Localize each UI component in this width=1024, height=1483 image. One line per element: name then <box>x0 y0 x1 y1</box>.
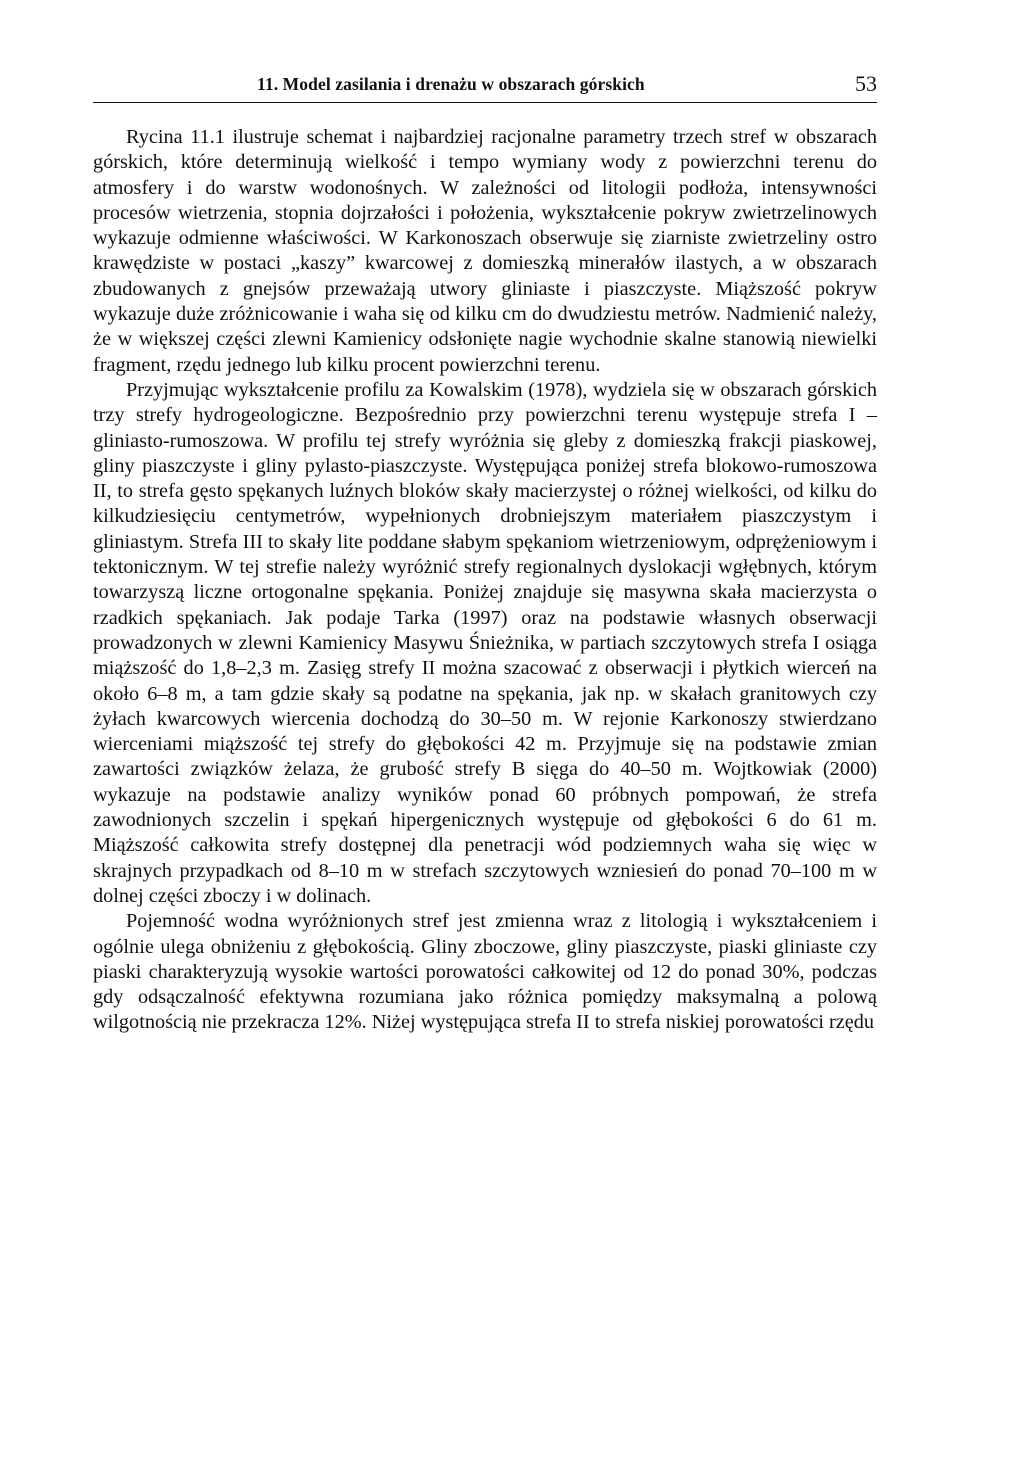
paragraph-2: Przyjmując wykształcenie profilu za Kowalskim (1978), wydziela się w obszarach górskich trzy strefy hydrogeologiczne. Bezpośrednio przy powierzchni terenu występuje strefa I – gliniasto-rumoszowa. W profilu tej strefy wyróżnia się gleby z domieszką frakcji piaskowej, gliny piaszczyste i gliny pylasto-piaszczyste. Występująca poniżej strefa blokowo-rumoszowa II, to strefa gęsto spękanych luźnych bloków skały macierzystej o różnej wielkości, od kilku do kilkudziesięciu centymetrów, wypełnionych drobniejszym materiałem piaszczystym i gliniastym. Strefa III to skały lite poddane słabym spękaniom wietrzeniowym, odprężeniowym i tektonicznym. W tej strefie należy wyróżnić strefy regionalnych dyslokacji wgłębnych, którym towarzyszą liczne ortogonalne spękania. Poniżej znajduje się masywna skała macierzysta o rzadkich spękaniach. Jak podaje Tarka (1997) oraz na podstawie własnych obserwacji prowadzonych w zlewni Kamienicy Masywu Śnieżnika, w partiach szczytowych strefa I osiąga miąższość do 1,8–2,3 m. Zasięg strefy II można szacować z obserwacji i płytkich wierceń na około 6–8 m, a tam gdzie skały są podatne na spękania, jak np. w skałach granitowych czy żyłach kwarcowych wiercenia dochodzą do 30–50 m. W rejonie Karkonoszy stwierdzano wierceniami miąższość tej strefy do głębokości 42 m. Przyjmuje się na podstawie zmian zawartości związków żelaza, że grubość strefy B sięga do 40–50 m. Wojtkowiak (2000) wykazuje na podstawie analizy wyników ponad 60 próbnych pompowań, że strefa zawodnionych szczelin i spękań hipergenicznych występuje od głębokości 6 do 61 m. Miąższość całkowita strefy dostępnej dla penetracji wód podziemnych waha się więc w skrajnych przypadkach od 8–10 m w strefach szczytowych wzniesień do ponad 70–100 m w dolnej części zboczy i w dolinach. <box>93 378 877 907</box>
chapter-title: 11. Model zasilania i drenażu w obszarach górskich <box>257 74 645 94</box>
running-header <box>93 68 877 103</box>
paragraph-3: Pojemność wodna wyróżnionych stref jest zmienna wraz z litologią i wykształceniem i ogólnie ulega obniżeniu z głębokością. Gliny zboczowe, gliny piaszczyste, piaski gliniaste czy piaski charakteryzują wysokie wartości porowatości całkowitej od 12 do ponad 30%, podczas gdy odsączalność efektywna rozumiana jako różnica pomiędzy maksymalną a polową wilgotnością nie przekracza 12%. Niżej występująca strefa II to strefa niskiej porowatości rzędu <box>93 910 877 1034</box>
book-page <box>93 68 877 1036</box>
page-number: 53 <box>855 71 877 96</box>
paragraph-1: Rycina 11.1 ilustruje schemat i najbardziej racjonalne parametry trzech stref w obszarach górskich, które determinują wielkość i tempo wymiany wody z powierzchni terenu do atmosfery i do warstw wodonośnych. W zależności od litologii podłoża, intensywności procesów wietrzenia, stopnia dojrzałości i położenia, wykształcenie pokryw zwietrzelinowych wykazuje odmienne właściwości. W Karkonoszach obserwuje się ziarniste zwietrzeliny ostro krawędziste w postaci „kaszy” kwarcowej z domieszką minerałów ilastych, a w obszarach zbudowanych z gnejsów przeważają utwory gliniaste i piaszczyste. Miąższość pokryw wykazuje duże zróżnicowanie i waha się od kilku cm do dwudziestu metrów. Nadmienić należy, że w większej części zlewni Kamienicy odsłonięte nagie wychodnie skalne stanowią niewielki fragment, rzędu jednego lub kilku procent powierzchni terenu. <box>93 126 877 376</box>
body-text <box>93 125 877 1036</box>
